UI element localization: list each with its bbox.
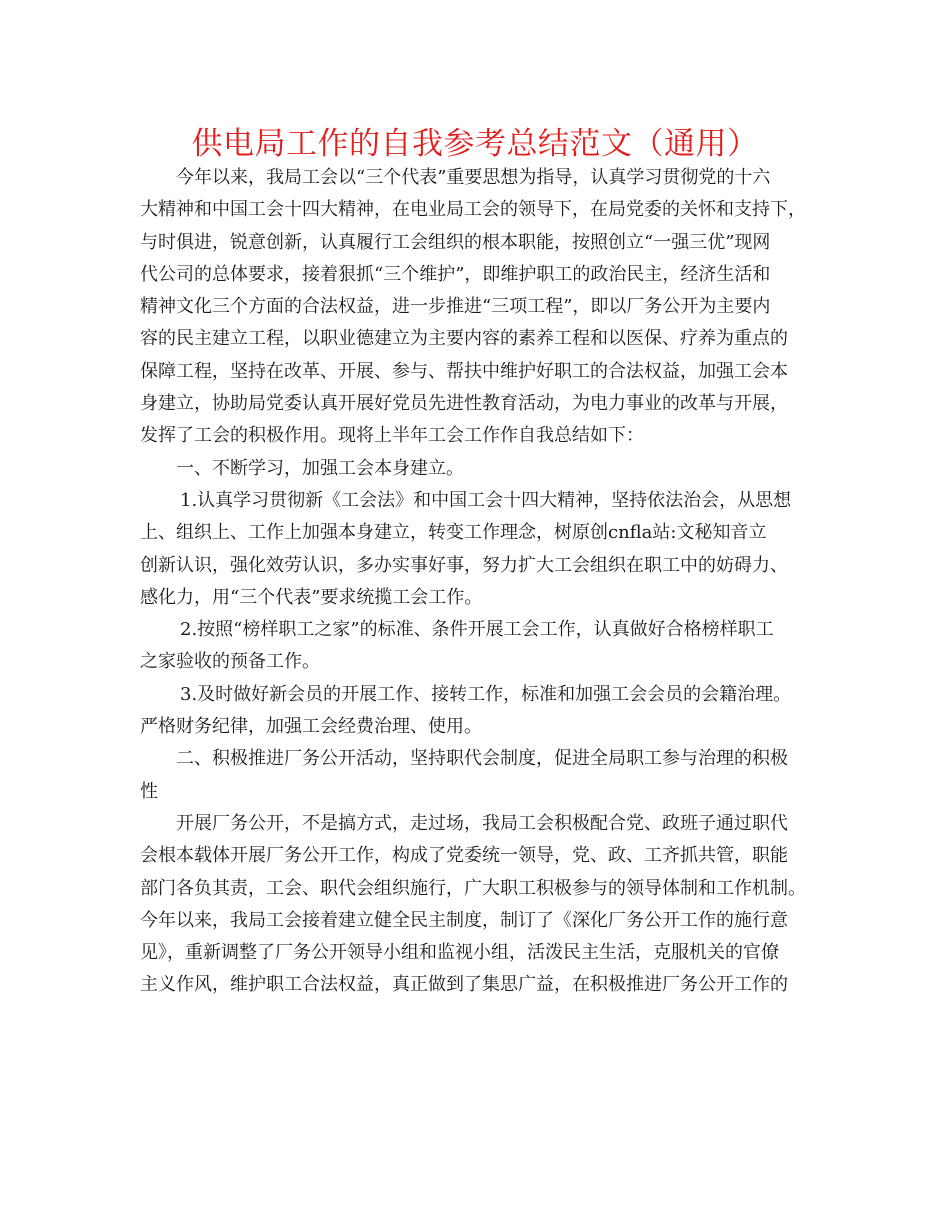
body-line: 今年以来，我局工会接着建立健全民主制度，制订了《深化厂务公开工作的施行意 — [140, 909, 788, 931]
body-line: 见》，重新调整了厂务公开领导小组和监视小组，活泼民主生活，克服机关的官僚 — [140, 942, 779, 964]
body-line: 容的民主建立工程，以职业德建立为主要内容的素养工程和以医保、疗养为重点的 — [140, 328, 788, 350]
section-heading: 一、不断学习，加强工会本身建立。 — [176, 457, 464, 479]
body-line: 今年以来，我局工会以“三个代表”重要思想为指导，认真学习贯彻党的十六 — [176, 167, 771, 188]
body-line: 开展厂务公开，不是搞方式，走过场，我局工会积极配合党、政班子通过职代 — [176, 812, 788, 834]
body-line: 性 — [140, 780, 158, 802]
body-line: 主义作风，维护职工合法权益，真正做到了集思广益，在积极推进厂务公开工作的 — [140, 974, 788, 996]
body-line: 代公司的总体要求，接着狠抓“三个维护”，即维护职工的政治民主，经济生活和 — [140, 263, 771, 285]
body-line: 大精神和中国工会十四大精神，在电业局工会的领导下，在局党委的关怀和支持下， — [140, 199, 806, 221]
body-line: 保障工程，坚持在改革、开展、参与、帮扶中维护好职工的合法权益，加强工会本 — [140, 360, 788, 382]
body-line: 2.按照“榜样职工之家”的标准、条件开展工会工作，认真做好合格榜样职工 — [180, 619, 774, 641]
body-line: 身建立，协助局党委认真开展好党员先进性教育活动，为电力事业的改革与开展， — [140, 393, 788, 415]
document-title: 供电局工作的自我参考总结范文（通用） — [191, 126, 759, 162]
body-line: 之家验收的预备工作。 — [140, 651, 320, 673]
body-line: 感化力，用“三个代表”要求统揽工会工作。 — [140, 586, 483, 608]
body-line: 会根本载体开展厂务公开工作，构成了党委统一领导，党、政、工齐抓共管，职能 — [140, 845, 788, 867]
body-line: 严格财务纪律，加强工会经费治理、使用。 — [140, 716, 482, 738]
body-line: 1.认真学习贯彻新《工会法》和中国工会十四大精神，坚持依法治会，从思想 — [180, 489, 792, 511]
body-line: 与时俱进，锐意创新，认真履行工会组织的根本职能，按照创立“一强三优”现网 — [140, 231, 771, 253]
body-line: 3.及时做好新会员的开展工作、接转工作，标准和加强工会会员的会籍治理。 — [180, 683, 792, 705]
body-line: 发挥了工会的积极作用。现将上半年工会工作作自我总结如下： — [140, 425, 644, 447]
body-line: 创新认识，强化效劳认识，多办实事好事，努力扩大工会组织在职工中的妨碍力、 — [140, 554, 788, 576]
body-line: 上、组织上、工作上加强本身建立，转变工作理念，树原创cnfla站:文秘知音立 — [140, 522, 767, 544]
document-body — [140, 162, 815, 1002]
body-line: 精神文化三个方面的合法权益，进一步推进“三项工程”，即以厂务公开为主要内 — [140, 296, 771, 318]
section-heading: 二、积极推进厂务公开活动，坚持职代会制度，促进全局职工参与治理的积极 — [176, 748, 788, 770]
body-line: 部门各负其责，工会、职代会组织施行，广大职工积极参与的领导体制和工作机制。 — [140, 877, 806, 899]
